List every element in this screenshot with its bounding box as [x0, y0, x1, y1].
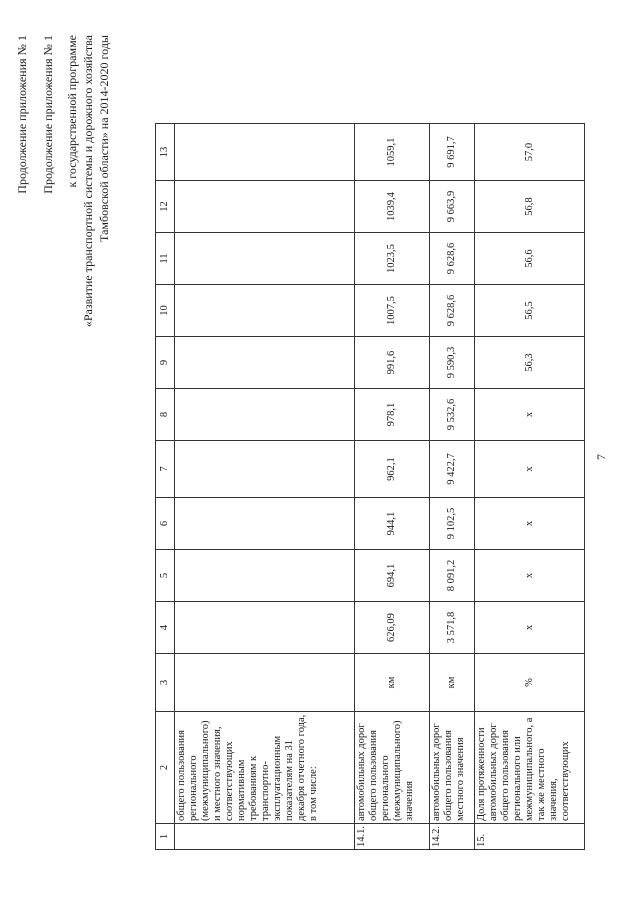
value-cell: х [475, 441, 585, 498]
value-cell [175, 181, 355, 233]
indicators-table [155, 123, 585, 850]
row-description: общего пользования регионального (межмуниципального) и местного значения, соответствующих нормативным требованиям к транспортно-эксплуатационным показателям на 31 декабря отчетного года, в том числе: [175, 712, 355, 824]
program-title [64, 35, 112, 365]
value-cell [175, 124, 355, 181]
value-cell [175, 498, 355, 550]
value-cell: 1023,5 [355, 233, 430, 285]
row-description: Доля протяженности автомобильных дорог общего пользования регионального или межмуниципального, а так же местного значения, соответствующих [475, 712, 585, 824]
value-cell [175, 233, 355, 285]
value-cell [175, 602, 355, 654]
value-cell: х [475, 498, 585, 550]
header-cell: 3 [156, 654, 175, 712]
table-row [475, 124, 585, 850]
value-cell: 991,6 [355, 337, 430, 389]
value-cell: 9 691,7 [430, 124, 475, 181]
value-cell: х [475, 602, 585, 654]
value-cell: х [475, 389, 585, 441]
value-cell: 57,0 [475, 124, 585, 181]
row-description: автомобильных дорог общего пользования местного значения [430, 712, 475, 824]
value-cell: 626,09 [355, 602, 430, 654]
header-cell: 10 [156, 285, 175, 337]
value-cell: 1059,1 [355, 124, 430, 181]
value-cell: 9 590,3 [430, 337, 475, 389]
header-cell: 13 [156, 124, 175, 181]
value-cell: 694,1 [355, 550, 430, 602]
program-line-2: «Развитие транспортной системы и дорожного хозяйства [81, 35, 95, 328]
header-cell: 1 [156, 824, 175, 850]
row-number [175, 824, 355, 850]
value-cell: 1039,4 [355, 181, 430, 233]
value-cell: 9 422,7 [430, 441, 475, 498]
value-cell [175, 285, 355, 337]
row-number: 14.1. [355, 824, 430, 850]
header-cell: 11 [156, 233, 175, 285]
header-cell: 5 [156, 550, 175, 602]
value-cell: 56,5 [475, 285, 585, 337]
header-cell: 8 [156, 389, 175, 441]
value-cell [175, 389, 355, 441]
header-cell: 2 [156, 712, 175, 824]
table-row [355, 124, 430, 850]
unit-cell: км [355, 654, 430, 712]
unit-cell: км [430, 654, 475, 712]
header-cell: 9 [156, 337, 175, 389]
value-cell: 56,6 [475, 233, 585, 285]
value-cell: 9 102,5 [430, 498, 475, 550]
value-cell: 3 571,8 [430, 602, 475, 654]
value-cell [175, 441, 355, 498]
value-cell: 9 532,6 [430, 389, 475, 441]
appendix-continuation: Продолжение приложения № 1 [41, 35, 55, 194]
value-cell: 9 628,6 [430, 285, 475, 337]
unit-cell [175, 654, 355, 712]
value-cell: 1007,5 [355, 285, 430, 337]
table-row [430, 124, 475, 850]
program-line-3: Тамбовской области» на 2014-2020 годы [97, 35, 111, 242]
value-cell: 56,8 [475, 181, 585, 233]
value-cell: 962,1 [355, 441, 430, 498]
value-cell: 56,3 [475, 337, 585, 389]
row-description: автомобильных дорог общего пользования регионального (межмуниципального) значения [355, 712, 430, 824]
table-row [175, 124, 355, 850]
continuation-note: Продолжение приложения № 1 [15, 35, 29, 194]
value-cell: 944,1 [355, 498, 430, 550]
value-cell: 9 663,9 [430, 181, 475, 233]
row-number: 15. [475, 824, 585, 850]
page-number: 7 [594, 454, 608, 460]
value-cell [175, 337, 355, 389]
header-cell: 12 [156, 181, 175, 233]
program-line-1: к государственной программе [65, 35, 79, 188]
value-cell [175, 550, 355, 602]
value-cell: 9 628,6 [430, 233, 475, 285]
unit-cell: % [475, 654, 585, 712]
header-cell: 7 [156, 441, 175, 498]
value-cell: 978,1 [355, 389, 430, 441]
header-cell: 4 [156, 602, 175, 654]
header-cell: 6 [156, 498, 175, 550]
value-cell: 8 091,2 [430, 550, 475, 602]
header-row [156, 124, 175, 850]
row-number: 14.2. [430, 824, 475, 850]
value-cell: х [475, 550, 585, 602]
